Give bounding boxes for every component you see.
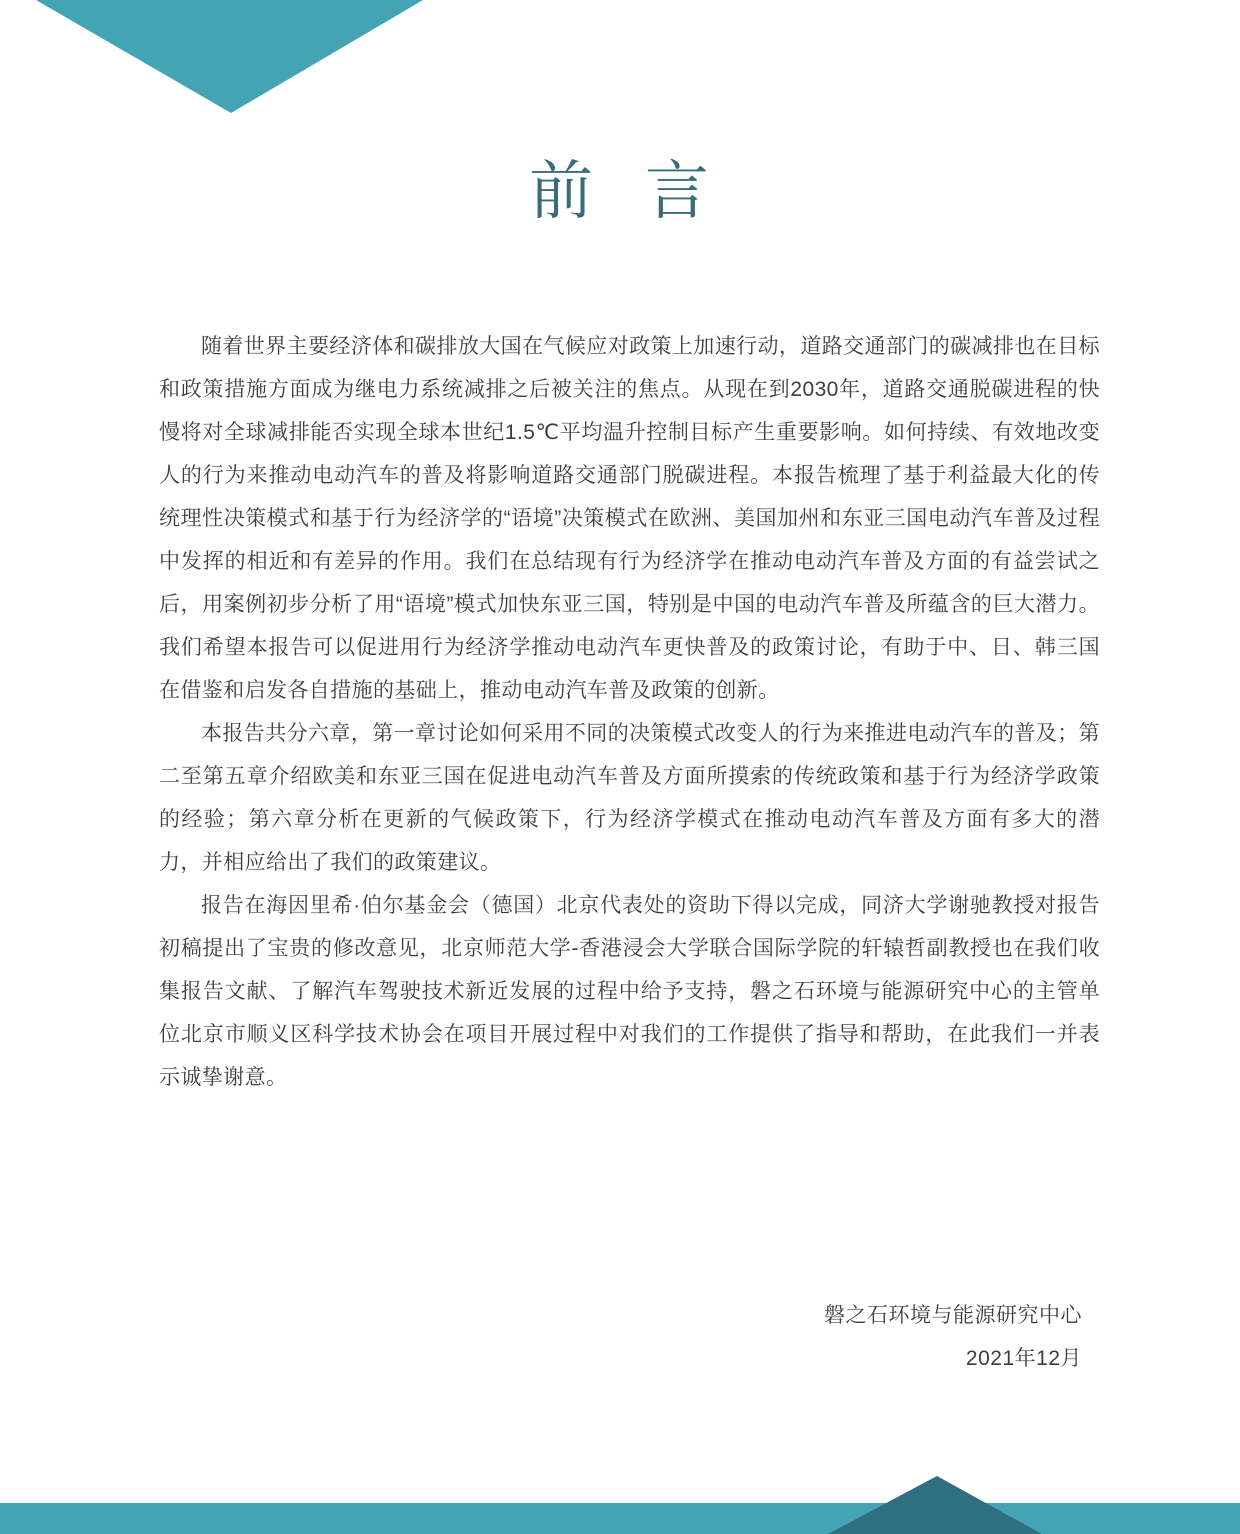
bottom-mountain-decoration — [820, 1474, 1050, 1534]
page-title: 前 言 — [529, 155, 711, 227]
body-paragraph: 随着世界主要经济体和碳排放大国在气候应对政策上加速行动，道路交通部门的碳减排也在目标和政策措施方面成为继电力系统减排之后被关注的焦点。从现在到2030年，道路交通脱碳进程的快慢将对全球减排能否实现全球本世纪1.5℃平均温升控制目标产生重要影响。如何持续、有效地改变人的行为来推动电动汽车的普及将影响道路交通部门脱碳进程。本报告梳理了基于利益最大化的传统理性决策模式和基于行为经济学的“语境”决策模式在欧洲、美国加州和东亚三国电动汽车普及过程中发挥的相近和有差异的作用。我们在总结现有行为经济学在推动电动汽车普及方面的有益尝试之后，用案例初步分析了用“语境”模式加快东亚三国，特别是中国的电动汽车普及所蕴含的巨大潜力。我们希望本报告可以促进用行为经济学推动电动汽车更快普及的政策讨论，有助于中、日、韩三国在借鉴和启发各自措施的基础上，推动电动汽车普及政策的创新。 — [159, 335, 1100, 702]
top-chevron-decoration — [0, 0, 430, 116]
bottom-band-decoration — [0, 1503, 1240, 1534]
body-paragraph: 本报告共分六章，第一章讨论如何采用不同的决策模式改变人的行为来推进电动汽车的普及；第二至第五章介绍欧美和东亚三国在促进电动汽车普及方面所摸索的传统政策和基于行为经济学政策的经验；第六章分析在更新的气候政策下，行为经济学模式在推动电动汽车普及方面有多大的潜力，并相应给出了我们的政策建议。 — [159, 722, 1100, 874]
body-paragraph: 报告在海因里希·伯尔基金会（德国）北京代表处的资助下得以完成，同济大学谢驰教授对报告初稿提出了宝贵的修改意见，北京师范大学-香港浸会大学联合国际学院的轩辕哲副教授也在我们收集报告文献、了解汽车驾驶技术新近发展的过程中给予支持，磐之石环境与能源研究中心的主管单位北京市顺义区科学技术协会在项目开展过程中对我们的工作提供了指导和帮助，在此我们一并表示诚挚谢意。 — [159, 894, 1100, 1089]
preface-body — [159, 325, 1100, 1099]
signature-date: 2021年12月 — [965, 1347, 1082, 1370]
signature-block — [824, 1294, 1082, 1380]
signature-org: 磐之石环境与能源研究中心 — [824, 1304, 1082, 1327]
